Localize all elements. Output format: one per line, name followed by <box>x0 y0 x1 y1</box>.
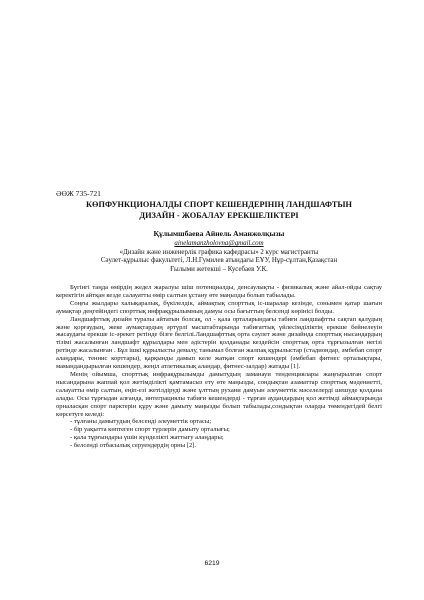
title-line: ДИЗАЙН - ЖОБАЛАУ ЕРЕКШЕЛІКТЕРІ <box>139 211 299 220</box>
list-item: - тұлғаны дамытудың белсенді әлеуметтік ортасы; <box>70 418 212 426</box>
author-email[interactable]: ainelamanzholovna@gmail.com <box>174 240 264 247</box>
page-number: 6219 <box>204 560 220 567</box>
list-item: - белсенді отбасылық серуендердің орны [2]. <box>70 442 197 450</box>
title-line: КӨПФУНКЦИОНАЛДЫ СПОРТ КЕШЕНДЕРІНІҢ ЛАНДШАФТЫН <box>86 200 352 209</box>
article-title <box>56 199 382 221</box>
article-body <box>56 284 382 450</box>
author-name: Құлымшбаева Айнель Аманжолқызы <box>153 229 285 238</box>
author-meta <box>56 240 382 274</box>
udc-code: ӘӨЖ 735-721 <box>56 189 101 198</box>
affiliation-line: Ғылыми жетекші – Кусебаев У.К. <box>170 265 268 273</box>
body-paragraph: Ландшафттық дизайн туралы айтатын болсақ, ол - қала орталарындағы табиғи ландшафтты сақтап қалудың және қорғаудың, жеке аумақтардың әртүрлі масштабтарында табиғаттық үйлесімділіктің ерекше бейнелеуін жасаудағы ерекше іс-әрекет ретінде бізге белгілі.Ландшафттық орта сәулет және дизайнда спорттық нысандардың тізімі жасалынған ландшафт құрылдары мен әдістерін қолданады кездейсін спорттық орта тұрғызылған негізі ретінде жасалынған . Бұл ішкі құрылысты демалу, танымал болған жалпақ құрылыстар (стадиондар, әмбебап спорт алаңдары, теннис корттары), қарқынды дамып келе жатқан спорт кешендері (әмбебап фитнес орталықтары, мамандандырылған кешендер, жеңіл атлетикалық аландар, фитнес-залдар) жатады [1]. <box>56 315 382 371</box>
affiliation-line: «Дизайн және инженерлік графика кафедрасы» 2 курс магистранты <box>119 248 319 256</box>
list-item: - қала тұрғындары үшін күнделікті жаттығу алаңдары; <box>70 434 224 442</box>
body-paragraph: Соңғы жылдары халықаралық, бүкілелдік, аймақтық спорттық іс-шаралар кезінде, сонымен қатар шағын аумақтар деңгейіндегі спорттық инфрақұрылымның дамуы осы бағыттың белсенді көрінісі болды. <box>56 299 382 315</box>
body-paragraph: Бүгінгі таңда өмірдің жедел жаралуы шіш потенциалды, денсаулықты - физикалық және айал-ойды сақтау керектігін айтқан кезде салауатты өмір салтын ұстану өте маңызды болып табылады. <box>56 284 382 299</box>
body-paragraph: Менің ойымша, спорттық инфрақұрылымды дамытудың заманауи тенденциялары жаңғырылған спорт нысандарына жаппай қол жетімділікті қамтамасыз ету өте маңызды, сондықтан азаматтар спорттық мәдениетті, салауатты өмір салтын, еңіп-езі жетілдіруді және ұлттың рухани дамуын әлеуметтік мәселелерді шешуде қолдана алады. Осы тұрғыдан алғанда, интеграциялы табиғи кешендерді - тұрған аудандардың қол жетімді аймақтарында орналасқан спорт парктерін құру және дамыту маңызды болып табылады,сондықтан оларды төмендегідей белгі көрсетуге келеді: <box>56 370 382 418</box>
list-item: - бір уақытта көптеген спорт түрлерін дамыту орталығы; <box>70 426 230 434</box>
affiliation-line: Сәулет-құрылыс факультеті, Л.Н.Гумилев атындағы ЕҰУ, Нұр-сұлтан,Қазақстан <box>100 257 338 265</box>
